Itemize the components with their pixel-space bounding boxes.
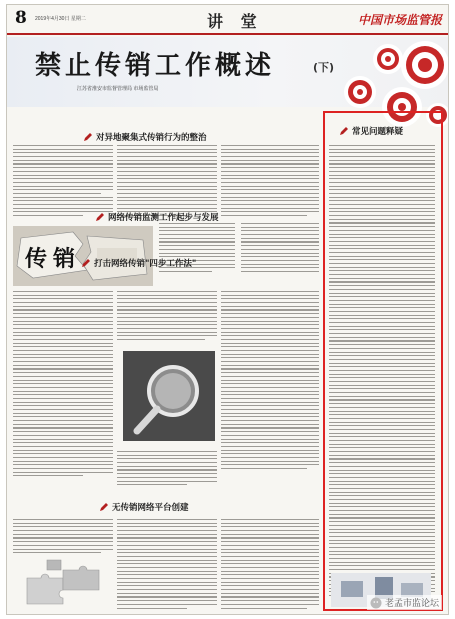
target-icon	[401, 41, 449, 89]
page-number: 8	[15, 8, 27, 28]
section-heading-2: 网络传销监测工作起步与发展	[95, 211, 219, 223]
text-block	[117, 451, 217, 488]
pen-icon	[339, 126, 349, 136]
text-block	[117, 291, 217, 343]
faq-column	[323, 111, 443, 611]
puzzle-illustration	[17, 556, 109, 606]
article-source: 江苏省淮安市监督管理局 市场监管局	[77, 86, 159, 92]
text-block	[13, 145, 113, 219]
article-title-suffix: (下)	[313, 61, 335, 74]
pen-icon	[81, 258, 91, 268]
masthead-logo: 中国市场监管报	[357, 13, 442, 27]
text-block	[221, 145, 319, 219]
puzzle-icon	[17, 556, 109, 606]
text-block	[13, 291, 113, 479]
section-name: 讲 堂	[207, 12, 263, 31]
section-heading-4: 无传销网络平台创建	[99, 501, 189, 513]
chuanxiao-text: 传销	[25, 246, 82, 272]
section-heading-1: 对异地聚集式传销行为的整治	[83, 131, 207, 143]
wechat-icon	[370, 597, 382, 609]
main-column	[13, 111, 321, 611]
chuanxiao-illustration	[13, 226, 153, 286]
text-block	[241, 223, 319, 275]
title-band	[7, 37, 449, 107]
magnifier-photo	[123, 351, 215, 441]
faq-heading: 常见问题释疑	[339, 125, 403, 137]
issue-date: 2019年4月30日 星期二	[35, 16, 86, 22]
text-block	[221, 291, 319, 472]
text-block	[117, 145, 217, 219]
text-block	[221, 519, 319, 611]
watermark: 老孟市监论坛	[367, 595, 442, 610]
pen-icon	[95, 212, 105, 222]
article-title: 禁止传销工作概述	[35, 51, 276, 81]
section-heading-3: 打击网络传销"四步工作法"	[81, 257, 196, 269]
magnifier-icon	[123, 351, 215, 441]
newspaper-page	[6, 4, 449, 615]
page-header	[7, 5, 449, 35]
text-block	[13, 519, 113, 556]
pen-icon	[83, 132, 93, 142]
text-block	[117, 519, 217, 611]
faq-text	[329, 145, 435, 599]
pen-icon	[99, 502, 109, 512]
